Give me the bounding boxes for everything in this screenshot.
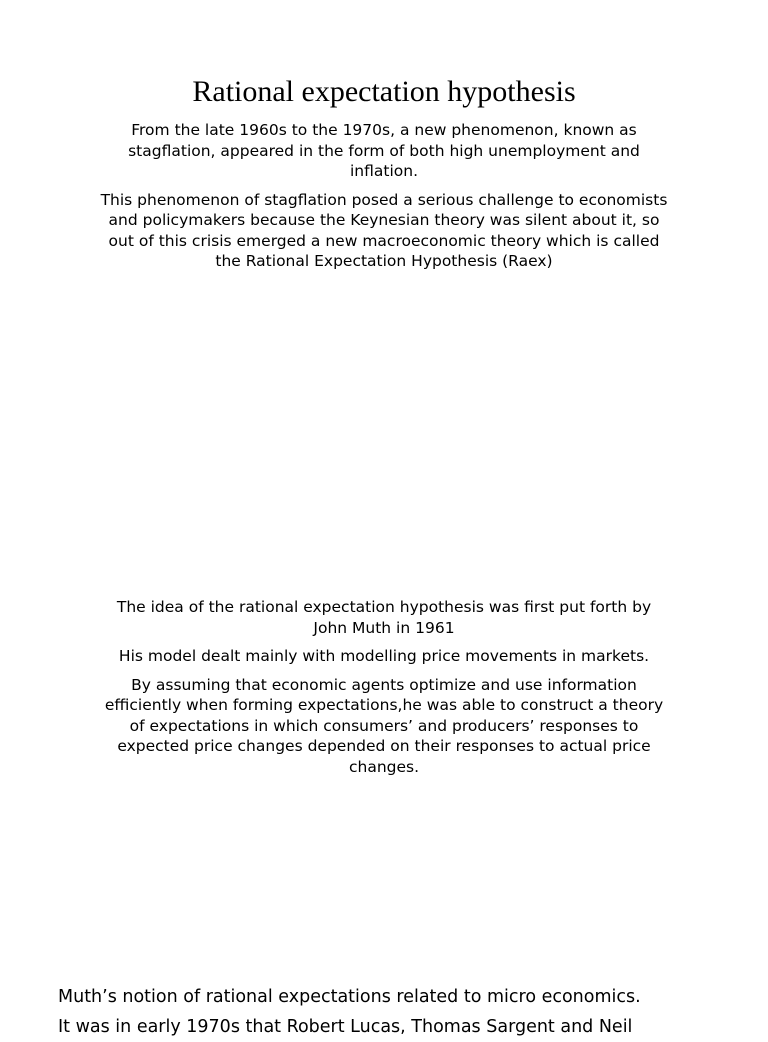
intro-section	[100, 120, 668, 280]
footer-line-micro: Muth’s notion of rational expectations related to micro economics.	[58, 987, 641, 1007]
footer-section	[58, 982, 758, 1042]
page-title: Rational expectation hypothesis	[192, 75, 576, 108]
muth-paragraph-model: His model dealt mainly with modelling price movements in markets.	[118, 647, 650, 665]
muth-paragraph-theory: By assuming that economic agents optimize and use information efficiently when forming expectations,he was able to construct a theory of expectations in which consumers’ and producers’ responses to expected price changes depended on their responses to actual price changes.	[104, 675, 664, 776]
muth-paragraph-origin: The idea of the rational expectation hypothesis was first put forth by John Muth in 1961	[116, 598, 652, 637]
intro-paragraph-stagflation: From the late 1960s to the 1970s, a new phenomenon, known as stagflation, appeared in the form of both high unemployment and inflation.	[128, 121, 640, 180]
intro-paragraph-keynesian: This phenomenon of stagflation posed a serious challenge to economists and policymakers because the Keynesian theory was silent about it, so out of this crisis emerged a new macroeconomic theory which is called the Rational Expectation Hypothesis (Raex)	[100, 190, 668, 270]
muth-section	[100, 597, 668, 785]
footer-line-lucas: It was in early 1970s that Robert Lucas, Thomas Sargent and Neil	[58, 1017, 633, 1037]
